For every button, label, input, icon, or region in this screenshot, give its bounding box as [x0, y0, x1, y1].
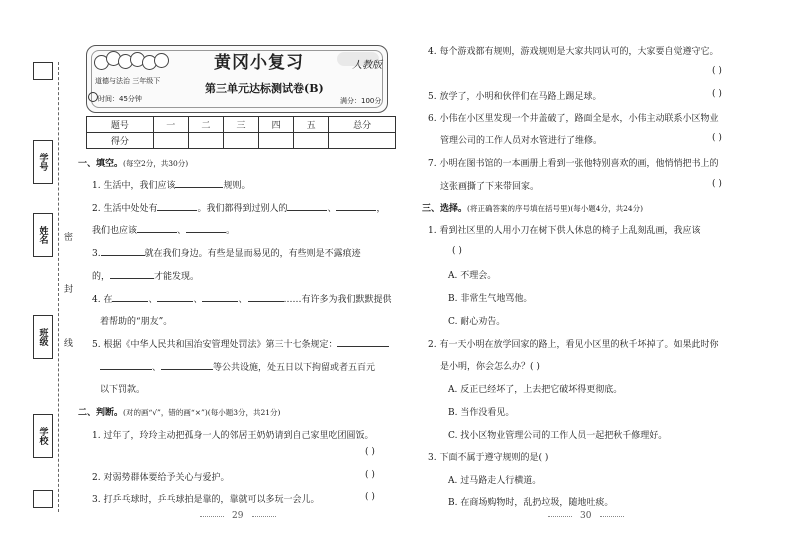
choice-2-option-a[interactable]: A. 反正已经坏了，上去把它破坏得更彻底。 — [448, 385, 623, 395]
score-input-cell[interactable] — [188, 133, 223, 149]
exam-title: 第三单元达标测试卷(B) — [205, 82, 324, 95]
choice-1-option-b[interactable]: B. 非常生气地骂他。 — [448, 294, 533, 304]
q3-line1: 3. 就在我们身边。有些是显而易见的，有些则是不露痕迹 — [92, 246, 361, 259]
score-table — [86, 116, 396, 149]
score-input-cell[interactable] — [294, 133, 329, 149]
choice-1-option-a[interactable]: A. 不理会。 — [448, 271, 497, 281]
side-label-student-id: 学号 — [33, 140, 53, 184]
judge-2: 2. 对弱势群体要给予关心与爱护。 — [92, 473, 230, 483]
choice-2-line2: 是小明，你会怎么办？( ) — [440, 362, 540, 372]
exam-time: 时间：45分钟 — [98, 95, 142, 103]
q5-line2: 、 等公共设施，处五日以下拘留或者五百元 — [100, 360, 375, 373]
score-input-cell[interactable] — [153, 133, 188, 149]
choice-1-paren[interactable]: ( ) — [452, 246, 462, 256]
choice-1-line1: 1. 看到社区里的人用小刀在树下供人休息的椅子上乱刻乱画，我应该 — [428, 226, 701, 236]
q4-line1: 4. 在 、 、 、 ……有许多为我们默默提供 — [92, 292, 392, 305]
choice-2-option-b[interactable]: B. 当作没看见。 — [448, 408, 515, 418]
section-fill-blank-title: 一、填空。(每空2分，共30分) — [78, 159, 189, 169]
judge-1-answer[interactable]: ( ) — [365, 447, 375, 457]
score-input-cell[interactable] — [223, 133, 258, 149]
judge-6-answer[interactable]: ( ) — [712, 133, 722, 143]
q2-line2: 我们也应该 、 。 — [92, 223, 235, 236]
judge-4-answer[interactable]: ( ) — [712, 66, 722, 76]
choice-1-option-c[interactable]: C. 耐心劝告。 — [448, 317, 506, 327]
q5-line1: 5. 根据《中华人民共和国治安管理处罚法》第三十七条规定： — [92, 337, 389, 350]
side-box-blank-bottom — [33, 490, 53, 508]
score-label-cell: 得分 — [87, 133, 154, 149]
q4-line2: 着帮助的“朋友”。 — [100, 317, 173, 327]
judge-5-answer[interactable]: ( ) — [712, 89, 722, 99]
judge-6-line2: 管理公司的工作人员对水管进行了维修。 — [440, 136, 603, 146]
full-score: 满分：100分 — [340, 97, 382, 105]
choice-3-option-a[interactable]: A. 过马路走人行横道。 — [448, 476, 542, 486]
judge-7-answer[interactable]: ( ) — [712, 179, 722, 189]
side-char-xian: 线 — [64, 339, 74, 349]
side-char-mi: 密 — [64, 233, 74, 243]
page-deco-left — [200, 516, 224, 517]
choice-2-line1: 2. 有一天小明在放学回家的路上，看见小区里的秋千坏掉了。如果此时你 — [428, 340, 719, 350]
page-deco-right — [548, 516, 572, 517]
section-choice-title: 三、选择。(将正确答案的序号填在括号里)(每小题4分，共24分) — [422, 204, 644, 214]
judge-2-answer[interactable]: ( ) — [365, 470, 375, 480]
judge-1: 1. 过年了，玲玲主动把孤身一人的邻居王奶奶请到自己家里吃团圆饭。 — [92, 431, 374, 441]
score-head-cell: 一 — [153, 117, 188, 133]
q1-line: 1. 生活中，我们应该 规则。 — [92, 178, 250, 191]
clock-icon — [88, 92, 98, 102]
score-head-cell: 四 — [259, 117, 294, 133]
binding-dashed-line — [58, 62, 59, 512]
choice-2-option-c[interactable]: C. 找小区物业管理公司的工作人员一起把秋千修理好。 — [448, 431, 668, 441]
score-head-cell: 五 — [294, 117, 329, 133]
kids-faces-icon — [94, 51, 168, 71]
judge-3-answer[interactable]: ( ) — [365, 492, 375, 502]
score-input-cell[interactable] — [329, 133, 396, 149]
side-box-blank-top — [33, 62, 53, 80]
score-head-cell: 总分 — [329, 117, 396, 133]
page-deco-right2 — [600, 516, 624, 517]
judge-3: 3. 打乒乓球时，乒乓球拍是靠的，靠就可以多玩一会儿。 — [92, 495, 320, 505]
page-number-right: 30 — [580, 511, 592, 521]
score-head-cell: 三 — [223, 117, 258, 133]
judge-4: 4. 每个游戏都有规则，游戏规则是大家共同认可的，大家要自觉遵守它。 — [428, 47, 719, 57]
edition-label: 人教版 — [352, 60, 382, 71]
q5-line3: 以下罚款。 — [100, 385, 146, 395]
choice-3-line1: 3. 下面不属于遵守规则的是( ) — [428, 453, 549, 463]
subject-grade: 道德与法治 三年级下 — [95, 77, 161, 85]
judge-7-line1: 7. 小明在图书馆的一本画册上看到一张他特别喜欢的画，他悄悄把书上的 — [428, 159, 719, 169]
q2-line1: 2. 生活中处处有 。我们都得到过别人的 、 ， — [92, 201, 386, 214]
judge-7-line2: 这张画撕了下来带回家。 — [440, 182, 540, 192]
brand-logo-text: 黄冈小复习 — [214, 53, 304, 73]
side-char-feng: 封 — [64, 285, 74, 295]
side-label-school: 学校 — [33, 414, 53, 458]
page-deco-left2 — [252, 516, 276, 517]
q3-line2: 的， 才能发现。 — [92, 269, 199, 282]
side-label-class: 班级 — [33, 315, 53, 359]
score-head-cell: 题号 — [87, 117, 154, 133]
side-label-name: 姓名 — [33, 213, 53, 257]
page-number-left: 29 — [232, 511, 244, 521]
judge-5: 5. 放学了，小明和伙伴们在马路上踢足球。 — [428, 92, 602, 102]
section-judge-title: 二、判断。(对的画“√”，错的画“×”)(每小题3分，共21分) — [78, 408, 281, 418]
judge-6-line1: 6. 小伟在小区里发现一个井盖破了，路面全是水，小伟主动联系小区物业 — [428, 114, 719, 124]
choice-3-option-b[interactable]: B. 在商场购物时，乱扔垃圾，随地吐痰。 — [448, 498, 614, 508]
score-head-cell: 二 — [188, 117, 223, 133]
score-input-cell[interactable] — [259, 133, 294, 149]
